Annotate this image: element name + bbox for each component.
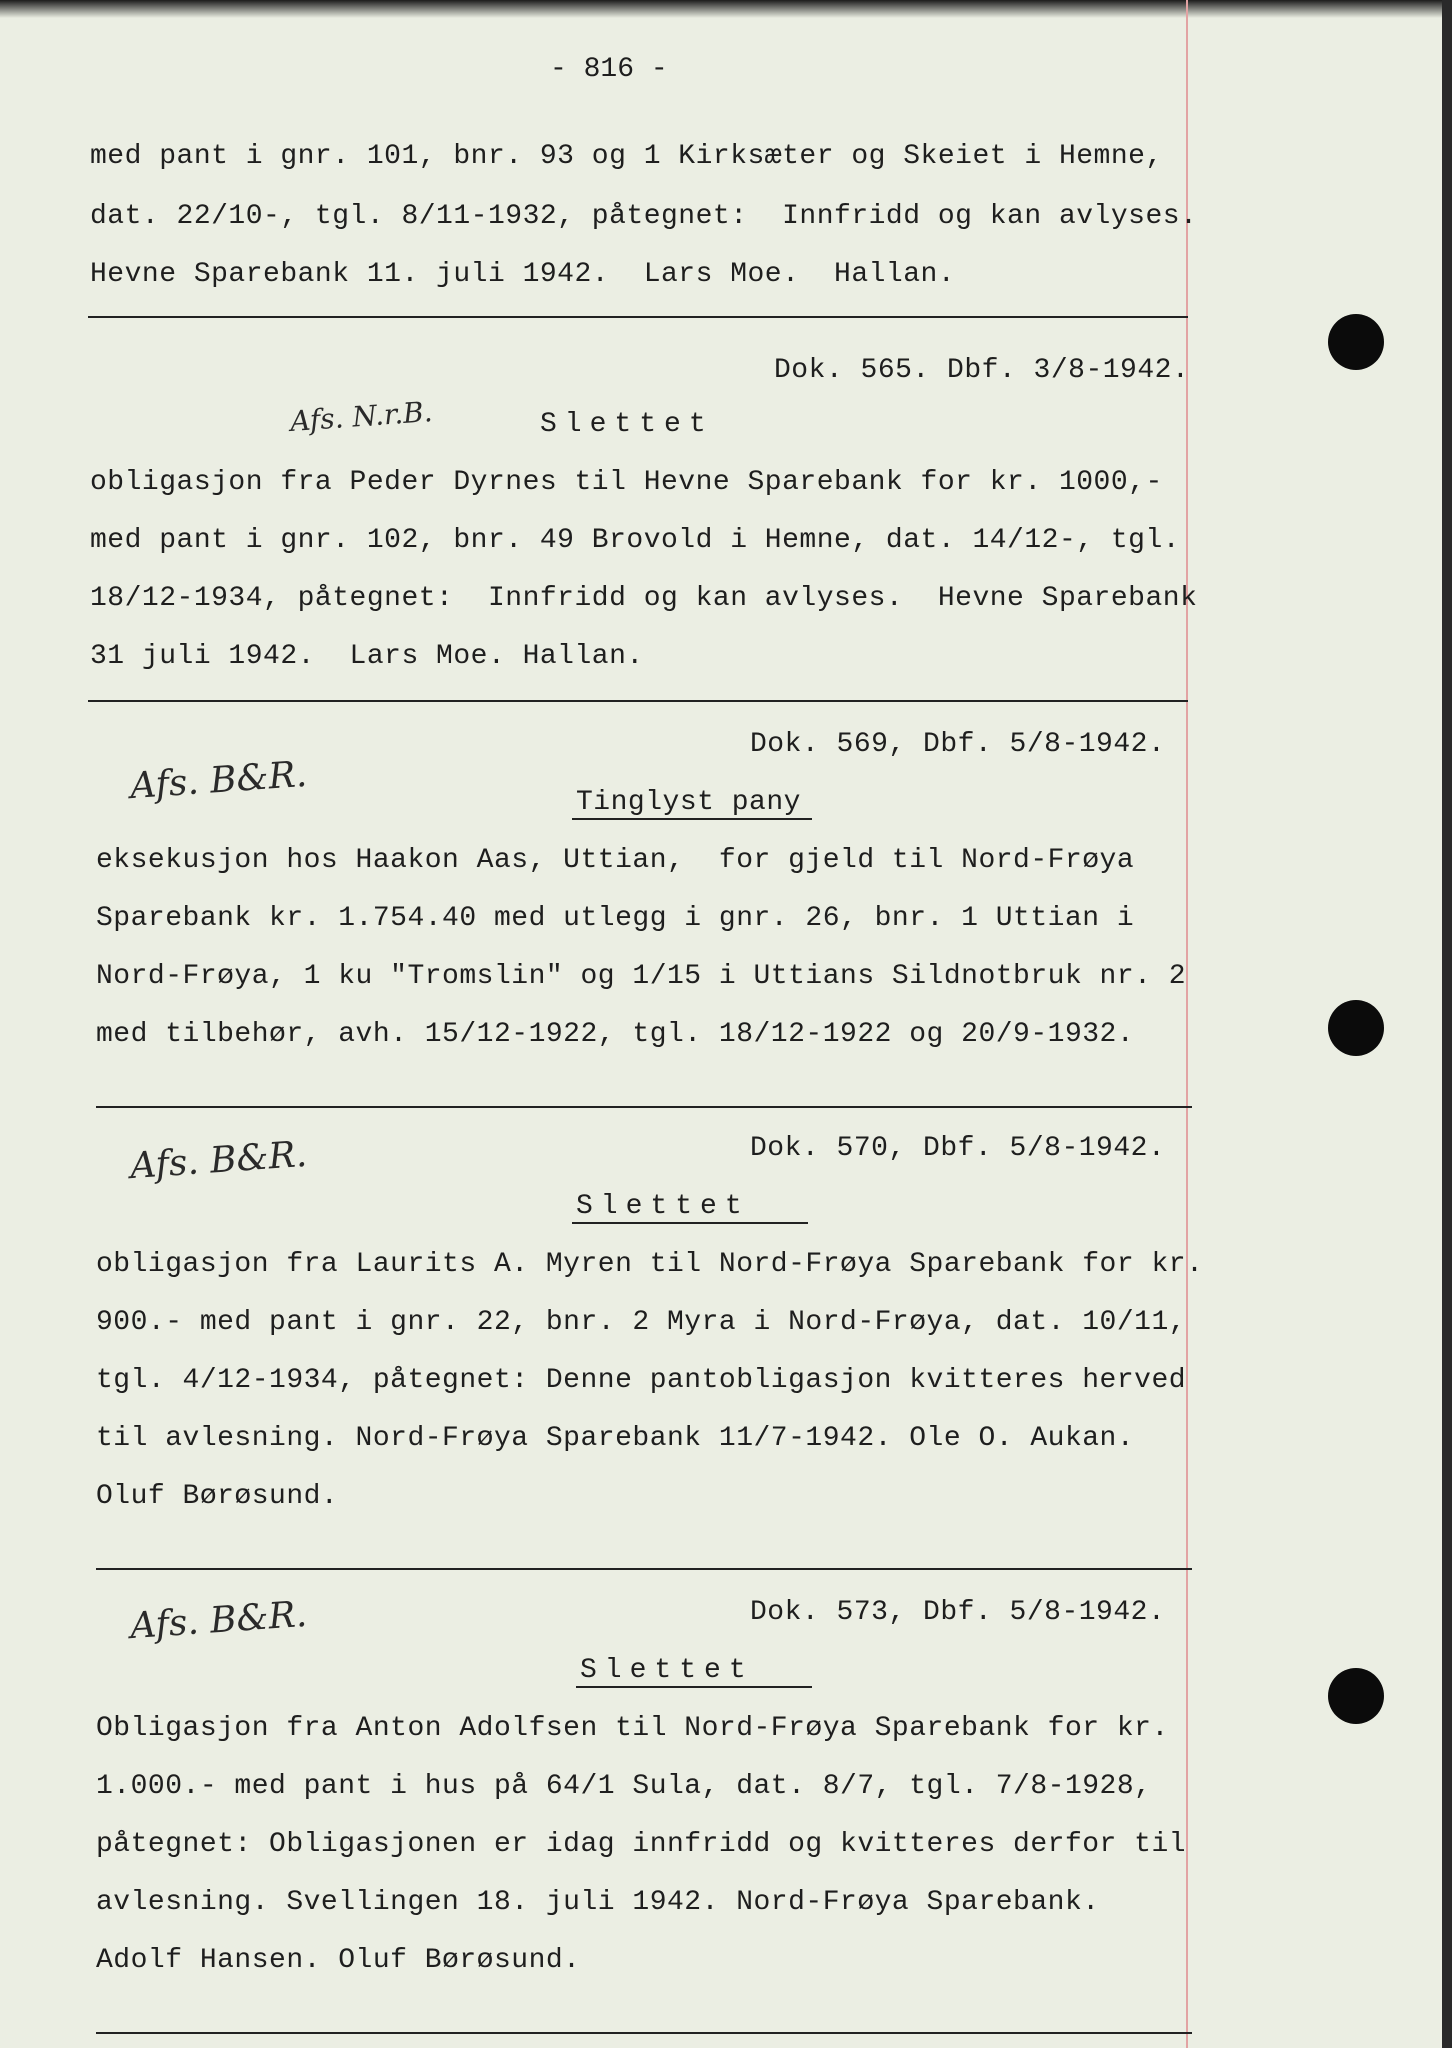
punch-hole-3 bbox=[1328, 1668, 1384, 1724]
entry-line: med pant i gnr. 101, bnr. 93 og 1 Kirksæter og Skeiet i Hemne, bbox=[90, 141, 1163, 172]
entry-line: tgl. 4/12-1934, påtegnet: Denne pantobligasjon kvitteres herved bbox=[96, 1365, 1187, 1396]
punch-hole-1 bbox=[1328, 314, 1384, 370]
margin-note: Afs. N.r.B. bbox=[289, 395, 434, 438]
entry-divider bbox=[96, 1106, 1192, 1108]
margin-note: Afs. B&R. bbox=[128, 753, 309, 808]
entry-line: dat. 22/10-, tgl. 8/11-1932, påtegnet: Innfridd og kan avlyses. bbox=[90, 201, 1198, 232]
entry-line: Sparebank kr. 1.754.40 med utlegg i gnr. 26, bnr. 1 Uttian i bbox=[96, 903, 1135, 934]
entry-line: med pant i gnr. 102, bnr. 49 Brovold i Hemne, dat. 14/12-, tgl. bbox=[90, 525, 1181, 556]
entry-divider bbox=[88, 316, 1188, 318]
entry-line: 900.- med pant i gnr. 22, bnr. 2 Myra i Nord-Frøya, dat. 10/11, bbox=[96, 1307, 1187, 1338]
entry-line: avlesning. Svellingen 18. juli 1942. Nord-Frøya Sparebank. bbox=[96, 1887, 1100, 1918]
entry-line: Oluf Børøsund. bbox=[96, 1481, 339, 1512]
entry-line: 1.000.- med pant i hus på 64/1 Sula, dat. 8/7, tgl. 7/8-1928, bbox=[96, 1771, 1152, 1802]
margin-note: Afs. B&R. bbox=[128, 1133, 309, 1188]
entry-divider bbox=[96, 1568, 1192, 1570]
entry-line: påtegnet: Obligasjonen er idag innfridd og kvitteres derfor til bbox=[96, 1829, 1187, 1860]
heading-underline bbox=[576, 1686, 812, 1688]
entry-line: Nord-Frøya, 1 ku "Tromslin" og 1/15 i Uttians Sildnotbruk nr. 2 bbox=[96, 961, 1187, 992]
entry-line: med tilbehør, avh. 15/12-1922, tgl. 18/12-1922 og 20/9-1932. bbox=[96, 1019, 1135, 1050]
heading-underline bbox=[572, 1222, 808, 1224]
heading-underline bbox=[572, 818, 812, 820]
entry-divider bbox=[88, 700, 1188, 702]
punch-hole-2 bbox=[1328, 1000, 1384, 1056]
entry-line: obligasjon fra Peder Dyrnes til Hevne Sparebank for kr. 1000,- bbox=[90, 467, 1163, 498]
scan-edge-right bbox=[1442, 0, 1452, 2048]
entry-heading: Slettet bbox=[540, 409, 714, 440]
entry-line: Hevne Sparebank 11. juli 1942. Lars Moe. Hallan. bbox=[90, 259, 956, 290]
margin-line bbox=[1186, 0, 1188, 2048]
page-number: - 816 - bbox=[550, 54, 668, 85]
entry-line: eksekusjon hos Haakon Aas, Uttian, for gjeld til Nord-Frøya bbox=[96, 845, 1135, 876]
entry-line: 18/12-1934, påtegnet: Innfridd og kan avlyses. Hevne Sparebank bbox=[90, 583, 1198, 614]
entry-divider bbox=[96, 2032, 1192, 2034]
dok-reference: Dok. 570, Dbf. 5/8-1942. bbox=[750, 1133, 1166, 1164]
entry-line: 31 juli 1942. Lars Moe. Hallan. bbox=[90, 641, 644, 672]
scan-edge-top bbox=[0, 0, 1452, 18]
entry-heading: Tinglyst pany bbox=[576, 787, 801, 818]
entry-line: Adolf Hansen. Oluf Børøsund. bbox=[96, 1945, 581, 1976]
entry-line: obligasjon fra Laurits A. Myren til Nord-Frøya Sparebank for kr. bbox=[96, 1249, 1204, 1280]
dok-reference: Dok. 573, Dbf. 5/8-1942. bbox=[750, 1597, 1166, 1628]
entry-heading: Slettet bbox=[576, 1191, 750, 1222]
entry-line: Obligasjon fra Anton Adolfsen til Nord-Frøya Sparebank for kr. bbox=[96, 1713, 1169, 1744]
dok-reference: Dok. 569, Dbf. 5/8-1942. bbox=[750, 729, 1166, 760]
entry-line: til avlesning. Nord-Frøya Sparebank 11/7-1942. Ole O. Aukan. bbox=[96, 1423, 1135, 1454]
margin-note: Afs. B&R. bbox=[128, 1593, 309, 1648]
entry-heading: Slettet bbox=[580, 1655, 754, 1686]
dok-reference: Dok. 565. Dbf. 3/8-1942. bbox=[774, 355, 1190, 386]
